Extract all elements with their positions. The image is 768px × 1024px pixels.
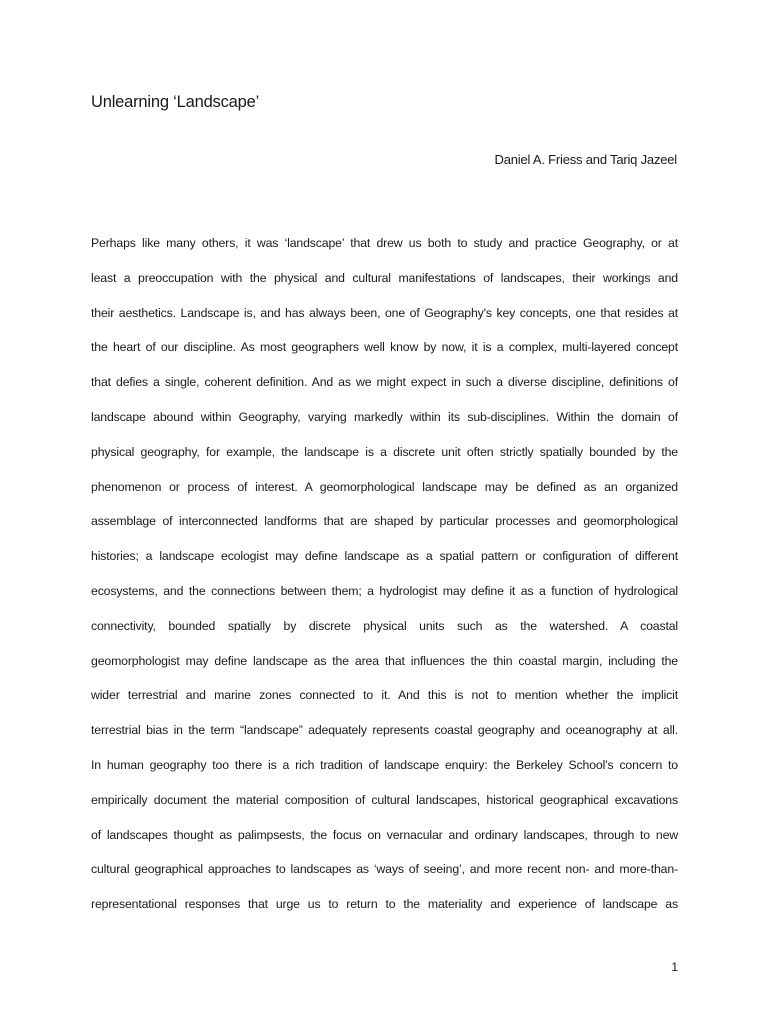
document-title: Unlearning ‘Landscape’ xyxy=(91,93,260,111)
paragraph-line: physical geography, for example, the landscape is a discrete unit often strictly spatially bounded by the xyxy=(91,444,678,459)
paragraph-line: In human geography too there is a rich tradition of landscape enquiry: the Berkeley School’s concern to xyxy=(91,757,678,772)
paragraph-line: of landscapes thought as palimpsests, the focus on vernacular and ordinary landscapes, through to new xyxy=(91,827,678,842)
paragraph-line: histories; a landscape ecologist may define landscape as a spatial pattern or configuration of different xyxy=(91,549,678,564)
paragraph-line: assemblage of interconnected landforms that are shaped by particular processes and geomorphological xyxy=(91,514,678,529)
paragraph-line: the heart of our discipline. As most geographers well know by now, it is a complex, multi-layered concept xyxy=(91,340,678,355)
paragraph-line: terrestrial bias in the term “landscape” adequately represents coastal geography and oceanography at all. xyxy=(91,723,678,738)
paragraph-line: Perhaps like many others, it was ‘landscape’ that drew us both to study and practice Geography, or at xyxy=(91,236,678,250)
paragraph-line: phenomenon or process of interest. A geomorphological landscape may be defined as an organized xyxy=(91,479,678,494)
paragraph-line: cultural geographical approaches to landscapes as ‘ways of seeing’, and more recent non- and more-than- xyxy=(91,862,678,877)
paragraph-line: geomorphologist may define landscape as the area that influences the thin coastal margin, including the xyxy=(91,653,678,668)
paragraph-line: representational responses that urge us to return to the materiality and experience of landscape as xyxy=(91,897,678,912)
author-line: Daniel A. Friess and Tariq Jazeel xyxy=(494,152,677,167)
paragraph-line: wider terrestrial and marine zones connected to it. And this is not to mention whether the implicit xyxy=(91,688,678,703)
paragraph-line: ecosystems, and the connections between them; a hydrologist may define it as a function of hydrological xyxy=(91,583,678,598)
paragraph-line: their aesthetics. Landscape is, and has always been, one of Geography's key concepts, one that resides at xyxy=(91,305,678,320)
paragraph-line: least a preoccupation with the physical and cultural manifestations of landscapes, their workings and xyxy=(91,270,678,285)
paragraph-line: that defies a single, coherent definition. And as we might expect in such a diverse discipline, definitions of xyxy=(91,375,678,390)
paragraph-line: connectivity, bounded spatially by discrete physical units such as the watershed. A coastal xyxy=(91,618,678,633)
page-number: 1 xyxy=(671,960,678,974)
paragraph-line: landscape abound within Geography, varying markedly within its sub-disciplines. Within the domain of xyxy=(91,409,678,424)
body-paragraph xyxy=(91,232,678,928)
paragraph-line: empirically document the material composition of cultural landscapes, historical geographical excavations xyxy=(91,792,678,807)
